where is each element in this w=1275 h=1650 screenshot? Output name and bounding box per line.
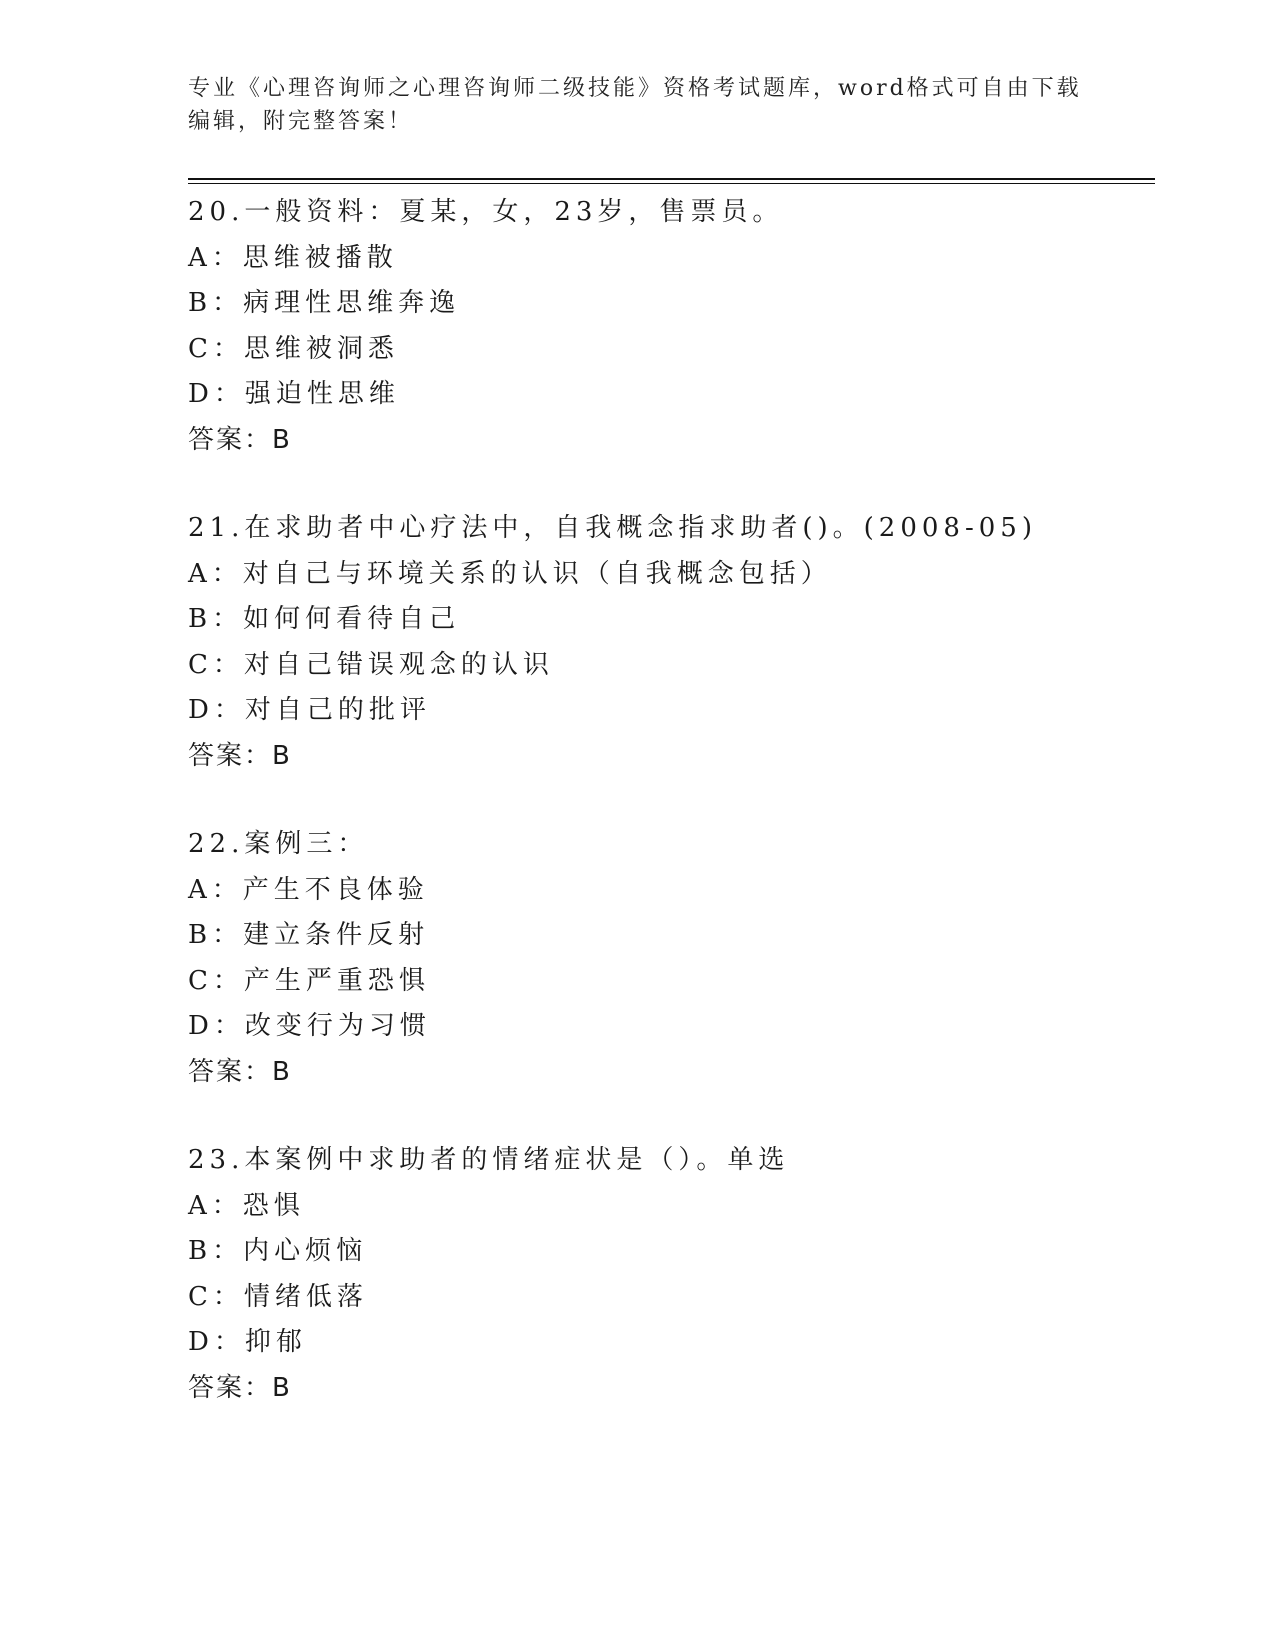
option-b: B：病理性思维奔逸	[188, 288, 461, 318]
option-a: A：产生不良体验	[188, 874, 429, 905]
option-d: D：对自己的批评	[188, 695, 431, 725]
option-c: C：情绪低落	[188, 1281, 368, 1312]
option-b: B：建立条件反射	[188, 920, 430, 950]
header-line-1: 专业《心理咨询师之心理咨询师二级技能》资格考试题库，word格式可自由下载	[188, 76, 1082, 101]
document-header	[188, 72, 1088, 138]
question-20	[188, 190, 1155, 463]
question-stem: 23.本案例中求助者的情绪症状是（）。单选	[188, 1145, 790, 1175]
answer: 答案：B	[188, 424, 292, 455]
header-divider-thick	[188, 178, 1155, 180]
question-stem: 20.一般资料：夏某，女，23岁，售票员。	[188, 197, 784, 227]
option-d: D：强迫性思维	[188, 379, 400, 409]
option-b: B：内心烦恼	[188, 1236, 368, 1266]
option-c: C：对自己错误观念的认识	[188, 649, 554, 680]
question-21	[188, 506, 1155, 779]
question-23	[188, 1138, 1155, 1411]
answer: 答案：B	[188, 1372, 292, 1403]
answer: 答案：B	[188, 740, 292, 771]
option-c: C：产生严重恐惧	[188, 965, 430, 996]
option-d: D：改变行为习惯	[188, 1011, 431, 1041]
question-stem: 21.在求助者中心疗法中，自我概念指求助者()。(2008-05)	[188, 513, 1037, 543]
option-b: B：如何何看待自己	[188, 604, 461, 634]
option-a: A：对自己与环境关系的认识（自我概念包括）	[188, 558, 832, 589]
header-line-2: 编辑，附完整答案！	[188, 109, 414, 134]
option-d: D：抑郁	[188, 1327, 307, 1357]
option-a: A：思维被播散	[188, 242, 398, 273]
option-c: C：思维被洞悉	[188, 333, 399, 364]
question-stem: 22.案例三：	[188, 829, 369, 859]
answer: 答案：B	[188, 1056, 292, 1087]
question-list	[188, 190, 1155, 1454]
option-a: A：恐惧	[188, 1190, 305, 1221]
header-divider-thin	[188, 183, 1155, 184]
question-22	[188, 822, 1155, 1095]
